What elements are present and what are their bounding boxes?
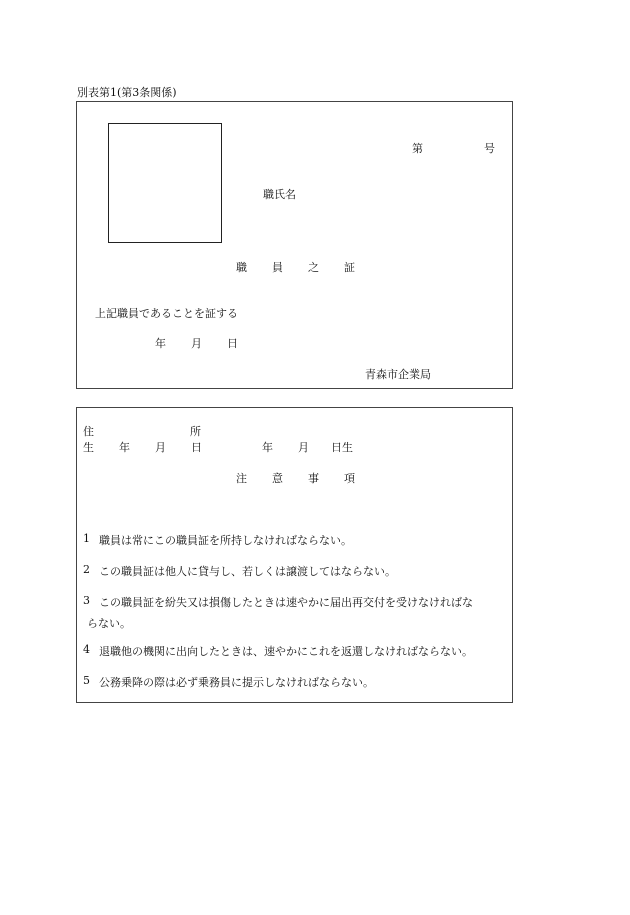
note-text: この職員証を紛失又は損傷したときは速やかに届出再交付を受けなければな (99, 596, 473, 609)
note-text: この職員証は他人に貸与し、若しくは譲渡してはならない。 (99, 565, 396, 578)
issue-date-year: 年 (155, 337, 166, 350)
note-number: 2 (83, 563, 90, 576)
note-text: 退職他の機関に出向したときは、速やかにこれを返還しなければならない。 (99, 645, 473, 658)
note-text-continuation: らない。 (87, 617, 131, 630)
birth-label: 生 (83, 441, 94, 454)
note-number: 1 (83, 532, 90, 545)
note-number: 3 (83, 594, 90, 607)
notes-title-char: 意 (272, 472, 283, 485)
address-label-char: 住 (83, 425, 94, 438)
note-text: 公務乗降の際は必ず乗務員に提示しなければならない。 (99, 676, 374, 689)
card-title-char: 職 (236, 261, 247, 274)
note-number: 4 (83, 643, 90, 656)
birth-year-label: 年 (262, 441, 273, 454)
address-label-char: 所 (190, 425, 201, 438)
photo-placeholder (108, 123, 222, 243)
notes-title-char: 注 (236, 472, 247, 485)
name-label: 職氏名 (263, 188, 296, 201)
card-title-char: 証 (344, 261, 355, 274)
note-text: 職員は常にこの職員証を所持しなければならない。 (99, 534, 352, 547)
issue-date-month: 月 (191, 337, 202, 350)
birth-month-label: 月 (298, 441, 309, 454)
card-number-suffix: 号 (484, 142, 495, 155)
certification-text: 上記職員であることを証する (95, 307, 238, 320)
form-header-label: 別表第1(第3条関係) (77, 86, 177, 99)
issuer-name: 青森市企業局 (365, 368, 431, 381)
birth-year-label: 年 (119, 441, 130, 454)
notes-title-char: 項 (344, 472, 355, 485)
birth-day-label: 日生 (331, 441, 353, 454)
card-title-char: 員 (272, 261, 283, 274)
birth-month-label: 月 (155, 441, 166, 454)
issue-date-day: 日 (227, 337, 238, 350)
birth-day-label: 日 (191, 441, 202, 454)
card-title-char: 之 (308, 261, 319, 274)
note-number: 5 (83, 674, 90, 687)
notes-title-char: 事 (308, 472, 319, 485)
card-number-prefix: 第 (412, 142, 423, 155)
